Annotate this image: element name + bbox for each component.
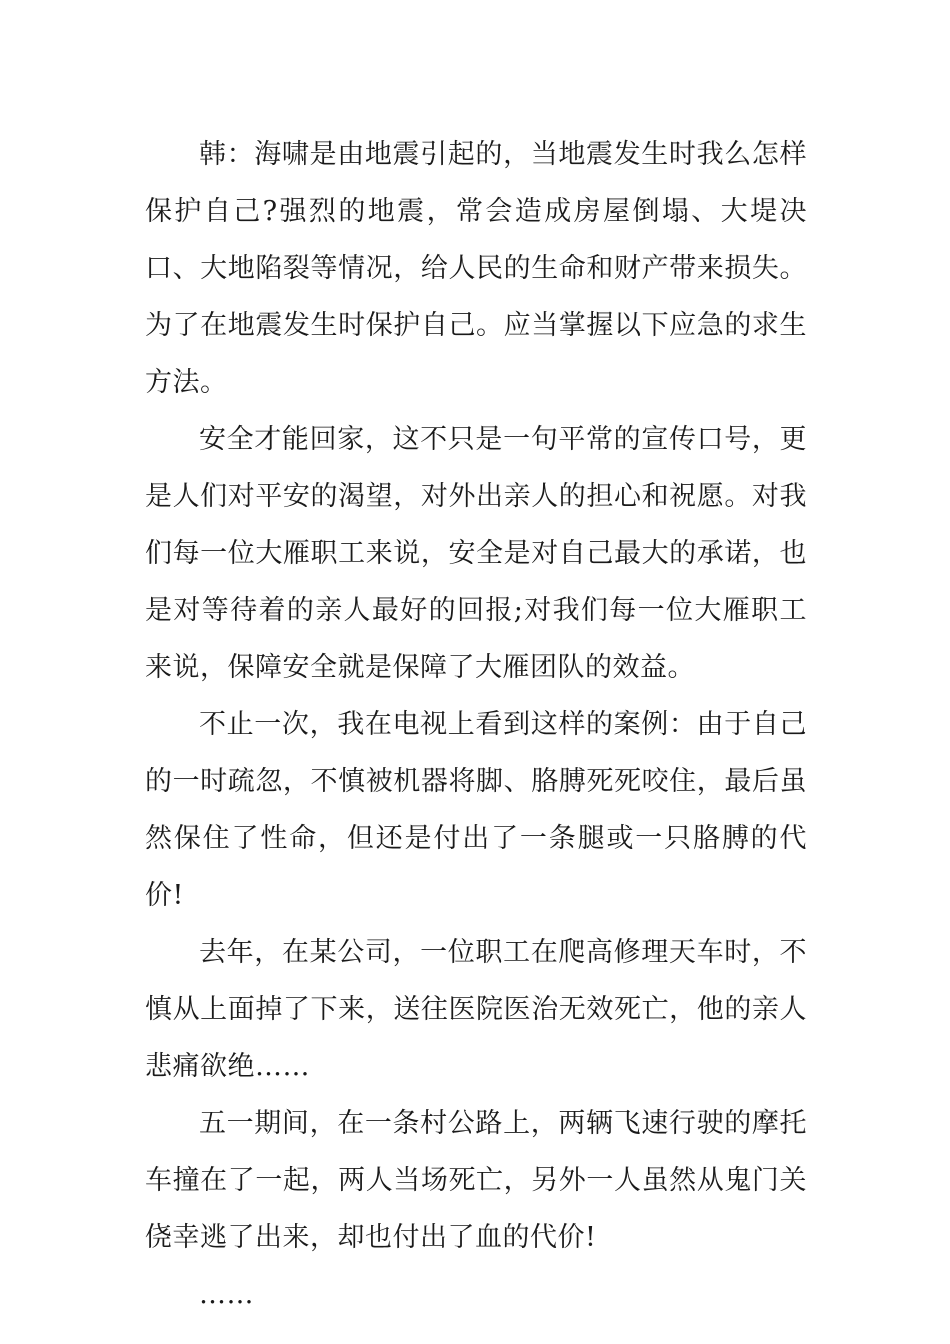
paragraph-ellipsis: …… <box>199 1279 254 1310</box>
paragraph-motorcycle-accident: 五一期间，在一条村公路上，两辆飞速行驶的摩托车撞在了一起，两人当场死亡，另外一人虽然从鬼门关侥幸逃了出来，却也付出了血的代价! <box>145 1108 807 1253</box>
paragraph-safety-home: 安全才能回家，这不只是一句平常的宣传口号，更是人们对平安的渴望，对外出亲人的担心和祝愿。对我们每一位大雁职工来说，安全是对自己最大的承诺，也是对等待着的亲人最好的回报;对我们每一位大雁职工来说，保障安全就是保障了大雁团队的效益。 <box>145 424 807 683</box>
paragraph-crane-accident: 去年，在某公司，一位职工在爬高修理天车时，不慎从上面掉了下来，送往医院医治无效死亡，他的亲人悲痛欲绝…… <box>145 937 807 1082</box>
paragraph-machine-accident: 不止一次，我在电视上看到这样的案例：由于自己的一时疏忽，不慎被机器将脚、胳膊死死咬住，最后虽然保住了性命，但还是付出了一条腿或一只胳膊的代价! <box>145 709 807 911</box>
paragraph-earthquake: 韩：海啸是由地震引起的，当地震发生时我么怎样保护自己?强烈的地震，常会造成房屋倒塌、大堤决口、大地陷裂等情况，给人民的生命和财产带来损失。为了在地震发生时保护自己。应当掌握以下应急的求生方法。 <box>145 139 807 398</box>
document-body <box>145 126 807 1323</box>
